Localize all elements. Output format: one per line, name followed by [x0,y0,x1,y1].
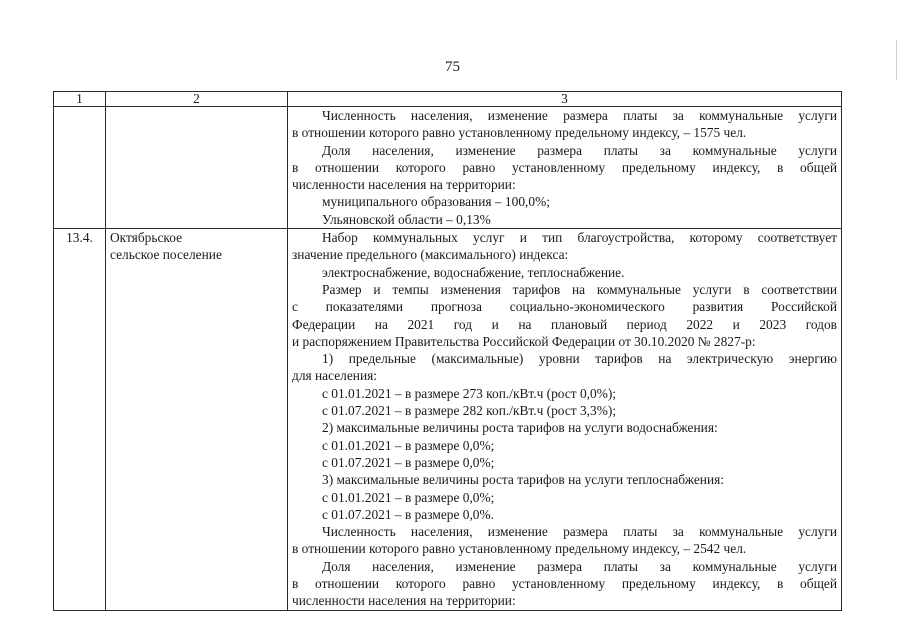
text-line: с 01.07.2021 – в размере 282 коп./кВт.ч (рост 3,3%); [322,403,617,419]
text-line: с показателями прогноза социально-экономического развития Российской [292,299,837,315]
text-line: Федерации на 2021 год и на плановый период 2022 и 2023 годов [292,316,837,332]
text-line: с 01.01.2021 – в размере 0,0%; [322,437,495,453]
header-col-1: 1 [54,92,106,107]
table-row [54,229,842,611]
text-line: Численность населения, изменение размера платы за коммунальные услуги [322,524,837,540]
text-line: с 01.07.2021 – в размере 0,0%; [322,454,495,470]
text-line: с 01.01.2021 – в размере 273 коп./кВт.ч (рост 0,0%); [322,385,617,401]
territory-cell [106,107,288,229]
text-line: 3) максимальные величины роста тарифов на услуги теплоснабжения: [322,472,724,488]
text-line: с 01.01.2021 – в размере 0,0%; [322,489,495,505]
table-header-row [54,92,842,107]
page-number: 75 [445,59,460,75]
text-line: в отношении которого равно установленному предельному индексу, в общей [292,159,837,175]
text-line: в отношении которого равно установленному предельному индексу, – 2542 чел. [292,541,747,557]
territory-name-line: Октябрьское [110,230,183,246]
document-table [53,91,842,611]
row-number-cell: 13.4. [54,229,106,611]
text-line: муниципального образования – 100,0%; [322,194,550,210]
text-line: 1) предельные (максимальные) уровни тарифов на электрическую энергию [322,351,837,367]
text-line: Численность населения, изменение размера платы за коммунальные услуги [322,108,837,123]
scan-edge-mark [896,40,899,80]
description-cell [288,107,842,229]
header-col-3: 3 [288,92,842,107]
text-line: численности населения на территории: [292,593,516,609]
territory-name-line: сельское поселение [110,247,222,263]
text-line: электроснабжение, водоснабжение, теплоснабжение. [322,264,625,280]
text-line: значение предельного (максимального) индекса: [292,247,569,263]
text-line: Доля населения, изменение размера платы за коммунальные услуги [322,558,837,574]
text-line: численности населения на территории: [292,177,516,193]
text-line: Размер и темпы изменения тарифов на коммунальные услуги в соответствии [322,281,837,297]
text-line: с 01.07.2021 – в размере 0,0%. [322,506,494,522]
header-col-2: 2 [106,92,288,107]
table-row [54,107,842,229]
row-number-cell [54,107,106,229]
text-line: в отношении которого равно установленному предельному индексу, – 1575 чел. [292,125,747,141]
territory-cell [106,229,288,611]
text-line: Доля населения, изменение размера платы за коммунальные услуги [322,142,837,158]
text-line: 2) максимальные величины роста тарифов на услуги водоснабжения: [322,420,718,436]
text-line: в отношении которого равно установленному предельному индексу, в общей [292,576,837,592]
text-line: и распоряжением Правительства Российской Федерации от 30.10.2020 № 2827-р: [292,333,756,349]
text-line: для населения: [292,368,377,384]
text-line: Набор коммунальных услуг и тип благоустройства, которому соответствует [322,230,837,246]
description-cell [288,229,842,611]
text-line: Ульяновской области – 0,13% [322,211,491,227]
